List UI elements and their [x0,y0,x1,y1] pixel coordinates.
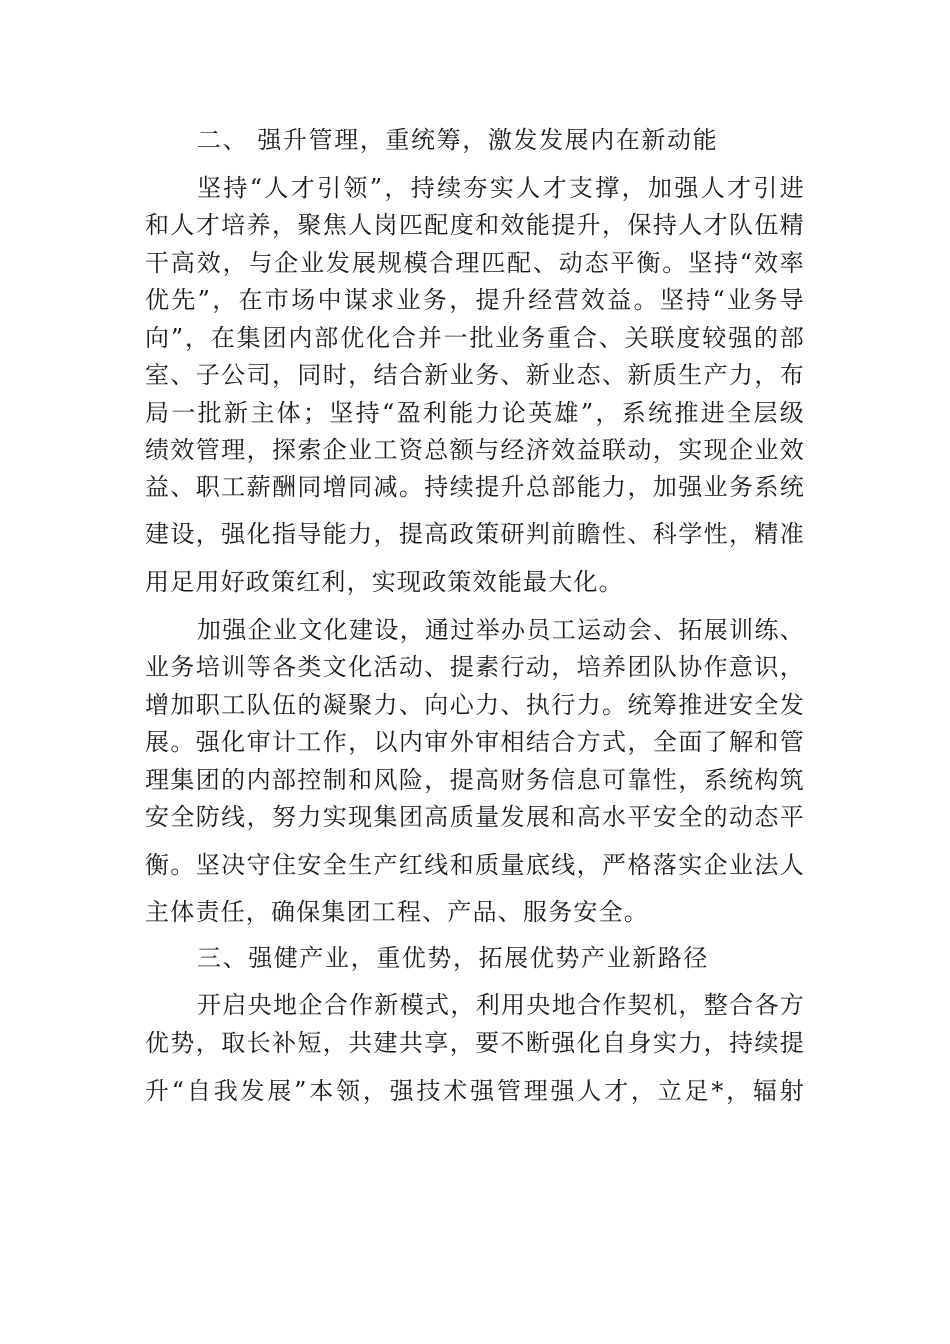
paragraph-line: 优先”，在市场中谋求业务，提升经营效益。坚持“业务导 [145,286,805,314]
paragraph-line: 展。强化审计工作，以内审外审相结合方式，全面了解和管 [145,728,805,756]
paragraph-line: 建设，强化指导能力，提高政策研判前瞻性、科学性，精准 [145,520,805,548]
paragraph-line: 干高效，与企业发展规模合理匹配、动态平衡。坚持“效率 [145,249,805,277]
paragraph-line: 主体责任，确保集团工程、产品、服务安全。 [145,898,649,926]
paragraph-line: 业务培训等各类文化活动、提素行动，培养团队协作意识， [145,653,805,681]
paragraph-line: 安全防线，努力实现集团高质量发展和高水平安全的动态平 [145,803,805,831]
paragraph-line: 用足用好政策红利，实现政策效能最大化。 [145,568,624,596]
paragraph-line: 开启央地企合作新模式，利用央地合作契机，整合各方 [197,991,805,1019]
paragraph-line: 理集团的内部控制和风险，提高财务信息可靠性，系统构筑 [145,766,805,794]
section-3-heading: 三、强健产业，重优势，拓展优势产业新路径 [197,944,709,972]
paragraph-line: 坚持“人才引领”，持续夯实人才支撑，加强人才引进 [197,174,805,202]
paragraph-line: 优势，取长补短，共建共享，要不断强化自身实力，持续提 [145,1029,805,1057]
paragraph-line: 向”，在集团内部优化合并一批业务重合、关联度较强的部 [145,324,805,352]
paragraph-line: 局一批新主体；坚持“盈利能力论英雄”，系统推进全层级 [145,399,805,427]
paragraph-line: 增加职工队伍的凝聚力、向心力、执行力。统筹推进安全发 [145,691,805,719]
paragraph-line: 升“自我发展”本领，强技术强管理强人才，立足*，辐射 [145,1077,805,1105]
paragraph-line: 绩效管理，探索企业工资总额与经济效益联动，实现企业效 [145,436,805,464]
paragraph-line: 衡。坚决守住安全生产红线和质量底线，严格落实企业法人 [145,851,805,879]
paragraph-line: 益、职工薪酬同增同减。持续提升总部能力，加强业务系统 [145,473,805,501]
paragraph-line: 和人才培养，聚焦人岗匹配度和效能提升，保持人才队伍精 [145,211,805,239]
paragraph-line: 加强企业文化建设，通过举办员工运动会、拓展训练、 [197,616,805,644]
section-2-heading: 二、 强升管理，重统筹，激发发展内在新动能 [197,126,719,154]
paragraph-line: 室、子公司，同时，结合新业务、新业态、新质生产力，布 [145,361,805,389]
